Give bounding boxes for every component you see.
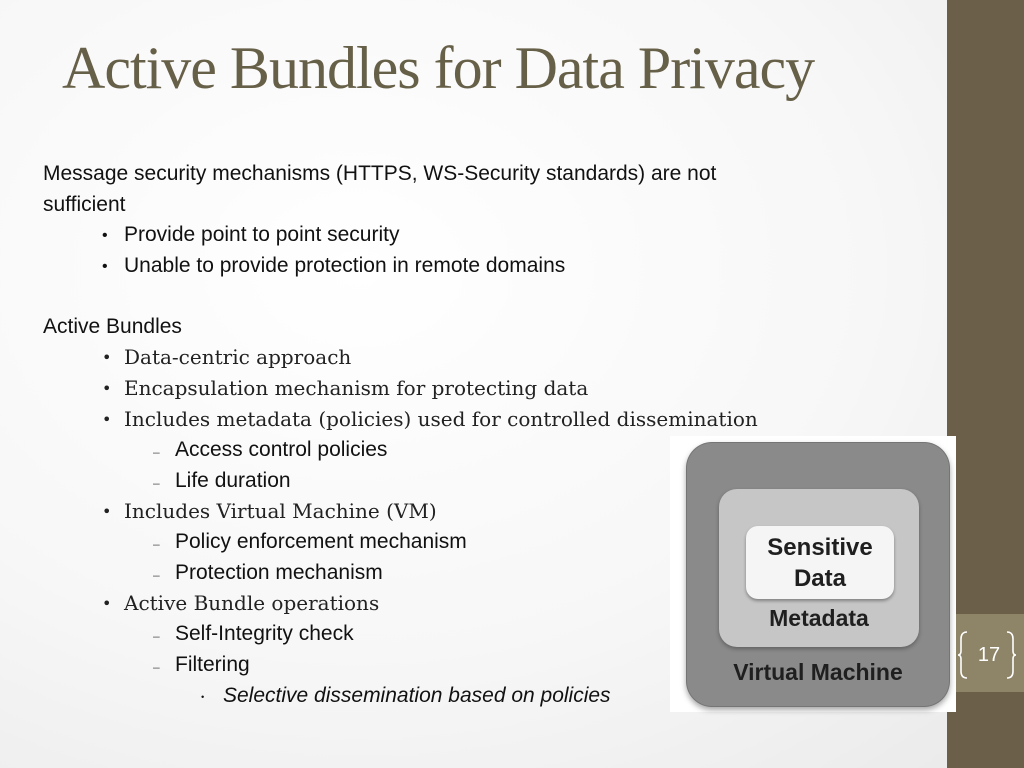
sub-list-item-text: Filtering [175,653,250,676]
sub-sub-list-item-text: Selective dissemination based on policies [223,683,611,707]
bullet-icon: • [102,348,112,368]
page-number: 17 [977,643,1001,666]
bullet-icon: • [102,378,112,398]
virtual-machine-label: Virtual Machine [733,659,903,685]
list-item [43,250,923,281]
list-item [43,373,923,404]
list-item-text: Includes metadata (policies) used for controlled dissemination [124,406,758,431]
sensitive-data-label-line-2: Data [793,564,846,592]
slide-title: Active Bundles for Data Privacy [62,35,815,101]
intro-line-1: Message security mechanisms (HTTPS, WS-Security standards) are not [43,162,717,185]
active-bundle-diagram [670,436,956,712]
list-item-text: Active Bundle operations [124,590,380,615]
sub-list-item-text: Protection mechanism [175,560,383,584]
dash-icon: – [153,445,160,460]
dash-icon: – [153,537,160,552]
bullet-icon: • [102,258,108,276]
dash-icon: – [153,660,160,674]
dash-icon: – [153,475,160,490]
list-item [43,404,923,435]
dash-icon: – [153,629,160,644]
list-item [43,342,923,373]
list-item-text: Encapsulation mechanism for protecting data [124,375,589,400]
list-item [43,219,923,250]
bullet-icon: • [102,227,108,245]
section-heading: Active Bundles [43,315,182,339]
dash-icon: – [153,567,160,582]
list-item-text: Includes Virtual Machine (VM) [124,498,437,523]
intro-line-2: sufficient [43,192,126,216]
bullet-icon: • [102,501,112,521]
sensitive-data-layer [746,526,894,599]
bullet-icon: • [102,593,112,613]
small-bullet-icon: • [201,691,205,702]
list-item-text: Provide point to point security [124,223,400,247]
sub-list-item-text: Life duration [175,468,291,492]
spacer [43,281,923,312]
sensitive-data-label-line-1: Sensitive [767,533,873,561]
sub-list-item-text: Policy enforcement mechanism [175,530,467,554]
bullet-icon: • [102,409,112,429]
metadata-label: Metadata [769,605,869,631]
right-brace-icon [1006,631,1016,679]
sub-list-item-text: Access control policies [175,438,388,462]
virtual-machine-layer [686,442,950,707]
sub-list-item-text: Self-Integrity check [175,622,354,646]
metadata-layer [719,489,919,647]
list-item-text: Unable to provide protection in remote domains [124,254,566,278]
list-item-text: Data-centric approach [124,345,352,370]
